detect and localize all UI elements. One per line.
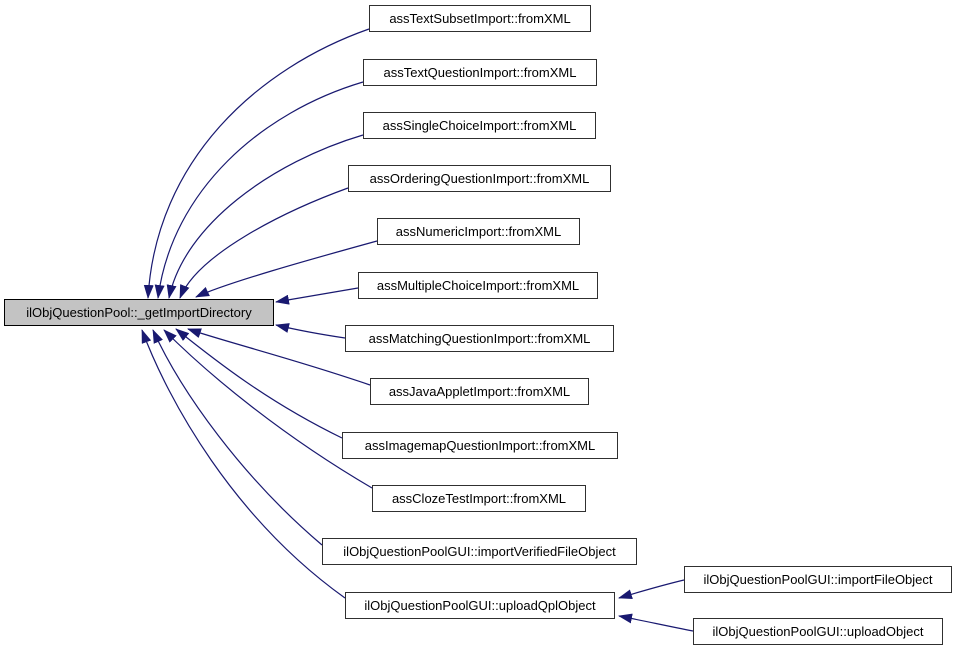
node-assorderingquestionimport-fromxml[interactable]: assOrderingQuestionImport::fromXML <box>348 165 611 192</box>
edge-uploadqplobject <box>142 330 345 598</box>
edge-importverifiedfileobject <box>153 330 322 545</box>
edge-importfileobject <box>619 580 684 598</box>
node-importfileobject[interactable]: ilObjQuestionPoolGUI::importFileObject <box>684 566 952 593</box>
node-assmatchingquestionimport-fromxml[interactable]: assMatchingQuestionImport::fromXML <box>345 325 614 352</box>
edge-asstextquestionimport <box>158 82 363 298</box>
node-assnumericimport-fromxml[interactable]: assNumericImport::fromXML <box>377 218 580 245</box>
edge-asssinglechoiceimport <box>169 135 363 298</box>
edge-assorderingquestionimport <box>180 188 348 298</box>
node-asstextsubsetimport-fromxml[interactable]: assTextSubsetImport::fromXML <box>369 5 591 32</box>
edge-assimagemapquestionimport <box>176 329 342 438</box>
node-uploadqplobject[interactable]: ilObjQuestionPoolGUI::uploadQplObject <box>345 592 615 619</box>
node-assimagemapquestionimport-fromxml[interactable]: assImagemapQuestionImport::fromXML <box>342 432 618 459</box>
edge-asstextsubsetimport <box>148 29 369 298</box>
edge-assclozetestimport <box>164 330 372 488</box>
node-assjavaappletimport-fromxml[interactable]: assJavaAppletImport::fromXML <box>370 378 589 405</box>
node-assmultiplechoiceimport-fromxml[interactable]: assMultipleChoiceImport::fromXML <box>358 272 598 299</box>
node-assclozetestimport-fromxml[interactable]: assClozeTestImport::fromXML <box>372 485 586 512</box>
node-asstextquestionimport-fromxml[interactable]: assTextQuestionImport::fromXML <box>363 59 597 86</box>
node-uploadobject[interactable]: ilObjQuestionPoolGUI::uploadObject <box>693 618 943 645</box>
edge-assmultiplechoiceimport <box>276 288 358 302</box>
edge-uploadobject <box>619 616 693 631</box>
edge-assmatchingquestionimport <box>276 325 345 338</box>
node-importverifiedfileobject[interactable]: ilObjQuestionPoolGUI::importVerifiedFileObject <box>322 538 637 565</box>
node-getimportdirectory[interactable]: ilObjQuestionPool::_getImportDirectory <box>4 299 274 326</box>
edge-assnumericimport <box>196 241 377 297</box>
node-asssinglechoiceimport-fromxml[interactable]: assSingleChoiceImport::fromXML <box>363 112 596 139</box>
